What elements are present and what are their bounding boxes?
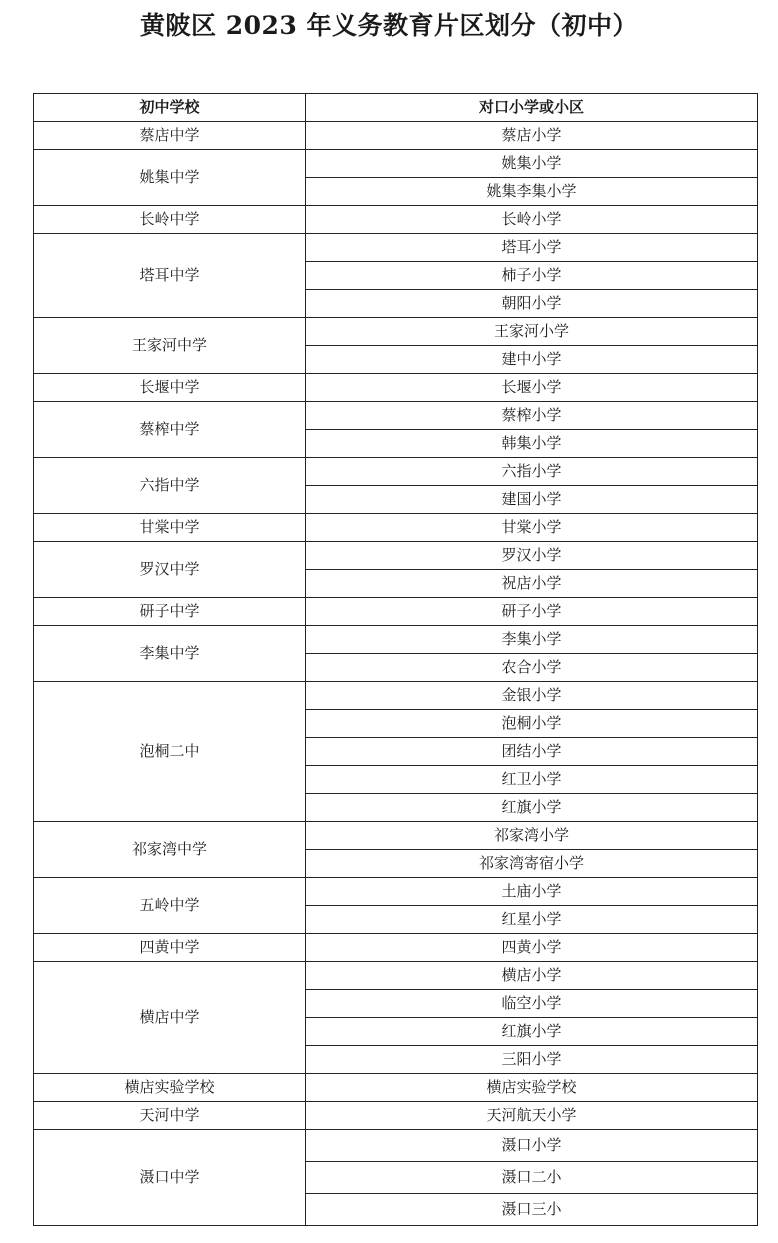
school-cell: 蔡榨中学: [34, 402, 306, 458]
table-row: [34, 318, 758, 346]
school-cell: 姚集中学: [34, 150, 306, 206]
district-table: [33, 93, 758, 1226]
feeder-cell: 长堰小学: [306, 374, 758, 402]
feeder-cell: 韩集小学: [306, 430, 758, 458]
school-cell: 研子中学: [34, 598, 306, 626]
school-cell: 李集中学: [34, 626, 306, 682]
feeder-cell: 滠口二小: [306, 1162, 758, 1194]
table-row: [34, 150, 758, 178]
feeder-cell: 横店小学: [306, 962, 758, 990]
table-row: [34, 962, 758, 990]
school-cell: 天河中学: [34, 1102, 306, 1130]
table-row: [34, 374, 758, 402]
school-cell: 王家河中学: [34, 318, 306, 374]
table-row: [34, 514, 758, 542]
feeder-cell: 土庙小学: [306, 878, 758, 906]
feeder-cell: 长岭小学: [306, 206, 758, 234]
table-row: [34, 1074, 758, 1102]
school-cell: 蔡店中学: [34, 122, 306, 150]
feeder-cell: 滠口小学: [306, 1130, 758, 1162]
table-row: [34, 1102, 758, 1130]
table-row: [34, 626, 758, 654]
table-header-row: [34, 94, 758, 122]
table-row: [34, 402, 758, 430]
page-title: 黄陂区 2023 年义务教育片区划分（初中）: [140, 11, 638, 40]
feeder-cell: 临空小学: [306, 990, 758, 1018]
school-cell: 祁家湾中学: [34, 822, 306, 878]
header-school: 初中学校: [34, 94, 306, 122]
feeder-cell: 滠口三小: [306, 1194, 758, 1226]
table-row: [34, 598, 758, 626]
feeder-cell: 柿子小学: [306, 262, 758, 290]
school-cell: 横店实验学校: [34, 1074, 306, 1102]
feeder-cell: 红卫小学: [306, 766, 758, 794]
feeder-cell: 泡桐小学: [306, 710, 758, 738]
school-cell: 长岭中学: [34, 206, 306, 234]
school-cell: 六指中学: [34, 458, 306, 514]
feeder-cell: 王家河小学: [306, 318, 758, 346]
feeder-cell: 姚集小学: [306, 150, 758, 178]
school-cell: 罗汉中学: [34, 542, 306, 598]
school-cell: 横店中学: [34, 962, 306, 1074]
feeder-cell: 三阳小学: [306, 1046, 758, 1074]
feeder-cell: 祁家湾寄宿小学: [306, 850, 758, 878]
table-row: [34, 682, 758, 710]
school-cell: 五岭中学: [34, 878, 306, 934]
school-cell: 塔耳中学: [34, 234, 306, 318]
feeder-cell: 塔耳小学: [306, 234, 758, 262]
feeder-cell: 红旗小学: [306, 1018, 758, 1046]
feeder-cell: 六指小学: [306, 458, 758, 486]
feeder-cell: 李集小学: [306, 626, 758, 654]
table-row: [34, 122, 758, 150]
table-row: [34, 458, 758, 486]
table-row: [34, 878, 758, 906]
feeder-cell: 姚集李集小学: [306, 178, 758, 206]
header-feeder: 对口小学或小区: [306, 94, 758, 122]
school-cell: 甘棠中学: [34, 514, 306, 542]
school-cell: 泡桐二中: [34, 682, 306, 822]
table-row: [34, 934, 758, 962]
table-body: [34, 122, 758, 1226]
table-row: [34, 206, 758, 234]
table-row: [34, 542, 758, 570]
feeder-cell: 红旗小学: [306, 794, 758, 822]
feeder-cell: 朝阳小学: [306, 290, 758, 318]
feeder-cell: 甘棠小学: [306, 514, 758, 542]
feeder-cell: 蔡店小学: [306, 122, 758, 150]
feeder-cell: 研子小学: [306, 598, 758, 626]
feeder-cell: 罗汉小学: [306, 542, 758, 570]
feeder-cell: 红星小学: [306, 906, 758, 934]
feeder-cell: 团结小学: [306, 738, 758, 766]
table-row: [34, 1130, 758, 1162]
feeder-cell: 四黄小学: [306, 934, 758, 962]
feeder-cell: 天河航天小学: [306, 1102, 758, 1130]
feeder-cell: 祝店小学: [306, 570, 758, 598]
feeder-cell: 横店实验学校: [306, 1074, 758, 1102]
table-row: [34, 234, 758, 262]
school-cell: 四黄中学: [34, 934, 306, 962]
feeder-cell: 金银小学: [306, 682, 758, 710]
feeder-cell: 祁家湾小学: [306, 822, 758, 850]
feeder-cell: 蔡榨小学: [306, 402, 758, 430]
school-cell: 长堰中学: [34, 374, 306, 402]
feeder-cell: 农合小学: [306, 654, 758, 682]
feeder-cell: 建国小学: [306, 486, 758, 514]
school-cell: 滠口中学: [34, 1130, 306, 1226]
table-row: [34, 822, 758, 850]
feeder-cell: 建中小学: [306, 346, 758, 374]
